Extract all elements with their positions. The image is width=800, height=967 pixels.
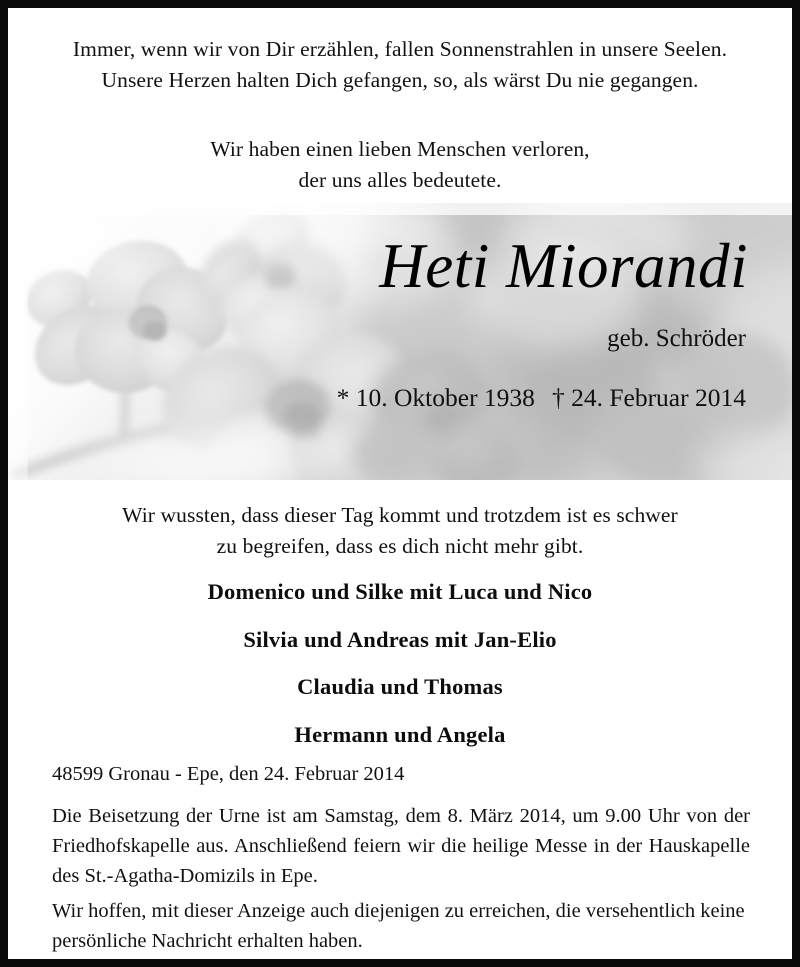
verse-opening-line-2: Unsere Herzen halten Dich gefangen, so, als wärst Du nie gegangen. [101, 67, 699, 92]
birth-date: 10. Oktober 1938 [355, 383, 535, 412]
verse-loss-line-2: der uns alles bedeutete. [298, 167, 502, 192]
deceased-name: Heti Miorandi [379, 231, 748, 301]
notice-inner [8, 8, 792, 959]
orchid-photograph [8, 203, 792, 480]
place-and-date: 48599 Gronau - Epe, den 24. Februar 2014 [52, 763, 405, 785]
verse-lower-line-1: Wir wussten, dass dieser Tag kommt und trotzdem ist es schwer [122, 503, 678, 527]
family-member-line: Claudia und Thomas [297, 674, 503, 699]
death-date: 24. Februar 2014 [571, 383, 746, 412]
funeral-information: Die Beisetzung der Urne ist am Samstag, dem 8. März 2014, um 9.00 Uhr von der Friedhofskapelle aus. Anschließend feiern wir die heilige Messe in der Hauskapelle des St.-Agatha-Domizils in Epe. [52, 805, 750, 888]
death-symbol: † [551, 383, 565, 412]
family-member-line: Silvia und Andreas mit Jan-Elio [243, 626, 557, 652]
verse-opening [8, 34, 792, 95]
verse-loss-line-1: Wir haben einen lieben Menschen verloren, [210, 137, 590, 161]
family-member-line: Domenico und Silke mit Luca und Nico [207, 579, 593, 604]
family-member-line: Hermann und Angela [294, 721, 506, 747]
maiden-name: geb. Schröder [607, 325, 746, 352]
verse-loss [8, 134, 792, 195]
birth-symbol: * [336, 383, 350, 412]
family-list [8, 581, 792, 771]
verse-lower [8, 500, 792, 561]
verse-lower-line-2: zu begreifen, dass es dich nicht mehr gibt. [216, 533, 584, 558]
closing-note: Wir hoffen, mit dieser Anzeige auch diejenigen zu erreichen, die versehentlich keine persönliche Nachricht erhalten haben. [52, 900, 745, 953]
verse-opening-line-1: Immer, wenn wir von Dir erzählen, fallen Sonnenstrahlen in unsere Seelen. [72, 37, 728, 61]
